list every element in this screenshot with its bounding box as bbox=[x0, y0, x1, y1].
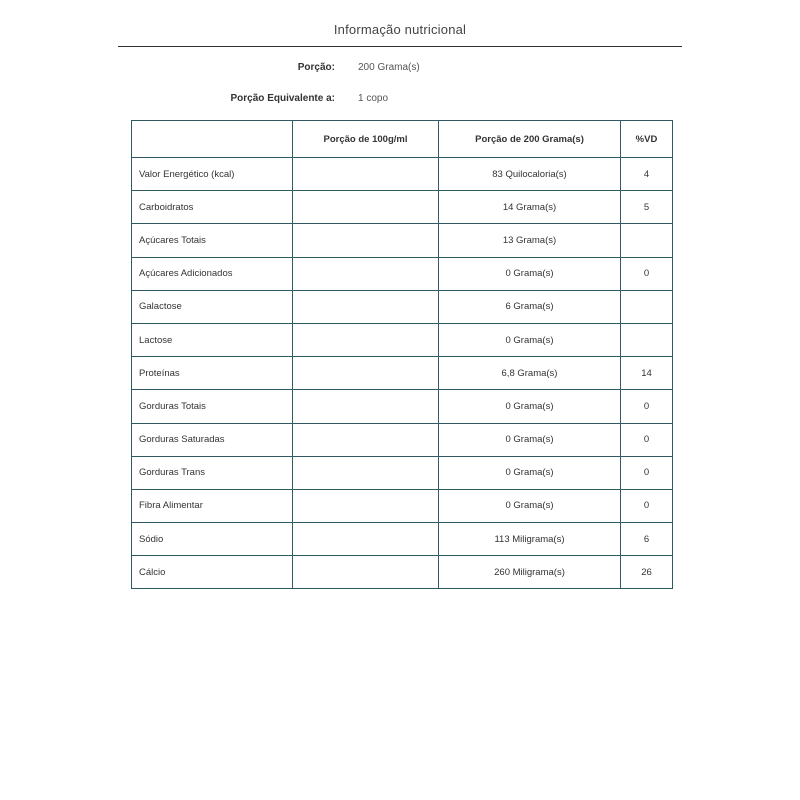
table-row bbox=[132, 423, 673, 456]
per-100-value bbox=[293, 423, 439, 456]
nutrition-table bbox=[131, 120, 673, 589]
per-portion-value: 6,8 Grama(s) bbox=[439, 357, 621, 390]
equivalent-portion-value: 1 copo bbox=[358, 93, 389, 104]
nutrient-name: Cálcio bbox=[132, 556, 293, 589]
per-100-value bbox=[293, 323, 439, 356]
per-portion-value: 0 Grama(s) bbox=[439, 456, 621, 489]
per-100-value bbox=[293, 523, 439, 556]
table-row bbox=[132, 489, 673, 522]
vd-value: 0 bbox=[621, 423, 673, 456]
vd-value: 26 bbox=[621, 556, 673, 589]
table-row bbox=[132, 456, 673, 489]
table-row bbox=[132, 523, 673, 556]
per-100-value bbox=[293, 489, 439, 522]
nutrient-name: Sódio bbox=[132, 523, 293, 556]
vd-value: 5 bbox=[621, 191, 673, 224]
vd-value: 14 bbox=[621, 357, 673, 390]
per-100-value bbox=[293, 191, 439, 224]
vd-value: 6 bbox=[621, 523, 673, 556]
portion-value: 200 Grama(s) bbox=[358, 62, 420, 73]
vd-value bbox=[621, 323, 673, 356]
per-100-value bbox=[293, 456, 439, 489]
vd-value: 0 bbox=[621, 456, 673, 489]
header-per-100: Porção de 100g/ml bbox=[293, 121, 439, 158]
equivalent-portion-row bbox=[0, 93, 800, 109]
table-row bbox=[132, 224, 673, 257]
per-100-value bbox=[293, 224, 439, 257]
vd-value: 0 bbox=[621, 257, 673, 290]
nutrient-name: Lactose bbox=[132, 323, 293, 356]
table-row bbox=[132, 290, 673, 323]
nutrient-name: Açúcares Totais bbox=[132, 224, 293, 257]
portion-label: Porção: bbox=[297, 62, 335, 73]
vd-value bbox=[621, 290, 673, 323]
per-portion-value: 0 Grama(s) bbox=[439, 323, 621, 356]
nutrient-name: Galactose bbox=[132, 290, 293, 323]
nutrient-name: Fibra Alimentar bbox=[132, 489, 293, 522]
vd-value bbox=[621, 224, 673, 257]
table-header-row bbox=[132, 121, 673, 158]
nutrient-name: Gorduras Trans bbox=[132, 456, 293, 489]
per-100-value bbox=[293, 357, 439, 390]
header-vd: %VD bbox=[621, 121, 673, 158]
table-row bbox=[132, 257, 673, 290]
per-portion-value: 6 Grama(s) bbox=[439, 290, 621, 323]
title-divider bbox=[118, 46, 682, 47]
vd-value: 0 bbox=[621, 390, 673, 423]
nutrient-name: Gorduras Totais bbox=[132, 390, 293, 423]
vd-value: 0 bbox=[621, 489, 673, 522]
header-per-portion: Porção de 200 Grama(s) bbox=[439, 121, 621, 158]
per-100-value bbox=[293, 158, 439, 191]
per-portion-value: 0 Grama(s) bbox=[439, 423, 621, 456]
header-nutrient bbox=[132, 121, 293, 158]
nutrient-name: Carboidratos bbox=[132, 191, 293, 224]
table-row bbox=[132, 323, 673, 356]
per-portion-value: 113 Miligrama(s) bbox=[439, 523, 621, 556]
table-row bbox=[132, 158, 673, 191]
nutrient-name: Açúcares Adicionados bbox=[132, 257, 293, 290]
vd-value: 4 bbox=[621, 158, 673, 191]
per-portion-value: 260 Miligrama(s) bbox=[439, 556, 621, 589]
portion-row bbox=[0, 62, 800, 78]
per-portion-value: 0 Grama(s) bbox=[439, 257, 621, 290]
per-portion-value: 13 Grama(s) bbox=[439, 224, 621, 257]
table-row bbox=[132, 191, 673, 224]
per-portion-value: 0 Grama(s) bbox=[439, 489, 621, 522]
per-portion-value: 14 Grama(s) bbox=[439, 191, 621, 224]
table-row bbox=[132, 556, 673, 589]
page-title: Informação nutricional bbox=[333, 22, 467, 37]
table-row bbox=[132, 390, 673, 423]
nutrient-name: Proteínas bbox=[132, 357, 293, 390]
nutrient-name: Valor Energético (kcal) bbox=[132, 158, 293, 191]
per-portion-value: 0 Grama(s) bbox=[439, 390, 621, 423]
per-100-value bbox=[293, 390, 439, 423]
per-portion-value: 83 Quilocaloria(s) bbox=[439, 158, 621, 191]
table-row bbox=[132, 357, 673, 390]
per-100-value bbox=[293, 290, 439, 323]
per-100-value bbox=[293, 556, 439, 589]
equivalent-portion-label: Porção Equivalente a: bbox=[230, 93, 335, 104]
per-100-value bbox=[293, 257, 439, 290]
nutrient-name: Gorduras Saturadas bbox=[132, 423, 293, 456]
